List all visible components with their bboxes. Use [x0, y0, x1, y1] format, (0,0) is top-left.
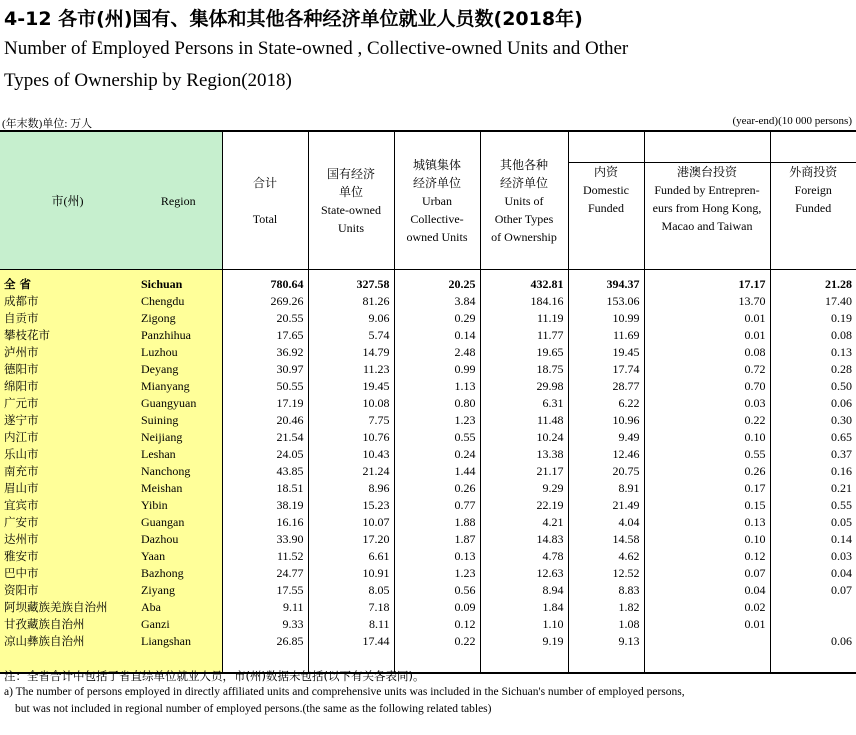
cell-city-cn: 内江市 [0, 429, 135, 446]
cell-collective: 0.29 [394, 310, 480, 327]
cell-other: 4.21 [480, 514, 568, 531]
unit-label-en: (year-end)(10 000 persons) [732, 115, 852, 127]
cell-other: 9.29 [480, 480, 568, 497]
cell-region: Guangan [135, 514, 222, 531]
cell-collective: 20.25 [394, 276, 480, 293]
footnote-cn: 注：全省合计中包括了省直综单位就业人员，市(州)数据未包括(以下有关各表同)。 [4, 669, 425, 683]
cell-city-cn: 德阳市 [0, 361, 135, 378]
cell-total: 24.05 [222, 446, 308, 463]
cell-city-cn: 成都市 [0, 293, 135, 310]
cell-foreign: 0.16 [770, 463, 856, 480]
cell-foreign: 0.37 [770, 446, 856, 463]
table-row [0, 293, 856, 310]
cell-foreign [770, 616, 856, 633]
cell-state: 327.58 [308, 276, 394, 293]
cell-domestic: 14.58 [568, 531, 644, 548]
table-title-en-line1: Number of Employed Persons in State-owned , Collective-owned Units and Other [4, 38, 629, 59]
header-other-types: 其他各种 经济单位 Units of Other Types of Ownership [480, 131, 568, 270]
cell-collective: 0.26 [394, 480, 480, 497]
cell-hkmt: 17.17 [644, 276, 770, 293]
cell-hkmt: 0.70 [644, 378, 770, 395]
cell-city-cn: 自贡市 [0, 310, 135, 327]
cell-domestic: 11.69 [568, 327, 644, 344]
cell-foreign [770, 599, 856, 616]
cell-other: 1.10 [480, 616, 568, 633]
cell-other: 18.75 [480, 361, 568, 378]
cell-foreign: 21.28 [770, 276, 856, 293]
cell-region: Neijiang [135, 429, 222, 446]
cell-collective: 1.23 [394, 565, 480, 582]
cell-hkmt: 0.01 [644, 616, 770, 633]
cell-state: 8.05 [308, 582, 394, 599]
cell-domestic: 20.75 [568, 463, 644, 480]
cell-total: 50.55 [222, 378, 308, 395]
cell-state: 17.20 [308, 531, 394, 548]
cell-total: 780.64 [222, 276, 308, 293]
cell-region: Mianyang [135, 378, 222, 395]
cell-state: 14.79 [308, 344, 394, 361]
cell-region: Yaan [135, 548, 222, 565]
cell-region: Dazhou [135, 531, 222, 548]
cell-city-cn: 巴中市 [0, 565, 135, 582]
cell-other: 432.81 [480, 276, 568, 293]
cell-total: 20.46 [222, 412, 308, 429]
cell-other: 11.48 [480, 412, 568, 429]
cell-region: Zigong [135, 310, 222, 327]
footnote-en-line2: but was not included in regional number of employed persons.(the same as the following related tables) [15, 703, 492, 715]
table-row [0, 616, 856, 633]
header-state-owned: 国有经济 单位 State-owned Units [308, 131, 394, 270]
cell-region: Luzhou [135, 344, 222, 361]
cell-total: 269.26 [222, 293, 308, 310]
cell-other: 184.16 [480, 293, 568, 310]
cell-state: 7.18 [308, 599, 394, 616]
cell-domestic: 21.49 [568, 497, 644, 514]
cell-state: 7.75 [308, 412, 394, 429]
cell-foreign: 0.07 [770, 582, 856, 599]
cell-total: 9.11 [222, 599, 308, 616]
cell-hkmt: 0.26 [644, 463, 770, 480]
cell-collective: 0.22 [394, 633, 480, 650]
cell-region: Bazhong [135, 565, 222, 582]
cell-total: 36.92 [222, 344, 308, 361]
cell-other: 8.94 [480, 582, 568, 599]
cell-state: 11.23 [308, 361, 394, 378]
cell-hkmt: 13.70 [644, 293, 770, 310]
cell-collective: 1.88 [394, 514, 480, 531]
cell-total: 17.65 [222, 327, 308, 344]
cell-domestic: 8.83 [568, 582, 644, 599]
cell-other: 29.98 [480, 378, 568, 395]
cell-total: 24.77 [222, 565, 308, 582]
header-domestic: 内资 Domestic Funded [568, 131, 644, 270]
table-body [0, 270, 856, 674]
cell-total: 9.33 [222, 616, 308, 633]
table-row [0, 480, 856, 497]
cell-city-cn: 南充市 [0, 463, 135, 480]
cell-city-cn: 阿坝藏族羌族自治州 [0, 599, 135, 616]
cell-domestic: 28.77 [568, 378, 644, 395]
cell-hkmt: 0.07 [644, 565, 770, 582]
cell-other: 21.17 [480, 463, 568, 480]
cell-city-cn: 遂宁市 [0, 412, 135, 429]
cell-collective: 0.56 [394, 582, 480, 599]
cell-city-cn: 泸州市 [0, 344, 135, 361]
cell-collective: 0.80 [394, 395, 480, 412]
cell-city-cn: 绵阳市 [0, 378, 135, 395]
unit-label-cn: (年末数)单位: 万人 [2, 118, 93, 130]
cell-region: Ziyang [135, 582, 222, 599]
cell-domestic: 10.99 [568, 310, 644, 327]
cell-city-cn: 攀枝花市 [0, 327, 135, 344]
cell-hkmt: 0.17 [644, 480, 770, 497]
cell-collective: 0.24 [394, 446, 480, 463]
table-row [0, 446, 856, 463]
cell-collective: 2.48 [394, 344, 480, 361]
cell-foreign: 0.30 [770, 412, 856, 429]
cell-hkmt: 0.72 [644, 361, 770, 378]
cell-hkmt: 0.02 [644, 599, 770, 616]
cell-other: 19.65 [480, 344, 568, 361]
cell-other: 13.38 [480, 446, 568, 463]
cell-domestic: 10.96 [568, 412, 644, 429]
cell-state: 10.76 [308, 429, 394, 446]
cell-state: 6.61 [308, 548, 394, 565]
table-title-en-line2: Types of Ownership by Region(2018) [4, 70, 292, 91]
table-row [0, 463, 856, 480]
table-row [0, 582, 856, 599]
table-row [0, 310, 856, 327]
cell-other: 11.19 [480, 310, 568, 327]
cell-domestic: 4.04 [568, 514, 644, 531]
cell-hkmt: 0.04 [644, 582, 770, 599]
cell-foreign: 0.13 [770, 344, 856, 361]
cell-domestic: 12.52 [568, 565, 644, 582]
cell-region: Deyang [135, 361, 222, 378]
cell-domestic: 153.06 [568, 293, 644, 310]
cell-city-cn: 眉山市 [0, 480, 135, 497]
cell-hkmt [644, 633, 770, 650]
cell-foreign: 0.19 [770, 310, 856, 327]
cell-total: 43.85 [222, 463, 308, 480]
cell-other: 4.78 [480, 548, 568, 565]
cell-region: Yibin [135, 497, 222, 514]
cell-total: 33.90 [222, 531, 308, 548]
table-row-province-total [0, 276, 856, 293]
cell-collective: 0.99 [394, 361, 480, 378]
cell-collective: 0.14 [394, 327, 480, 344]
cell-hkmt: 0.12 [644, 548, 770, 565]
table-row [0, 395, 856, 412]
cell-city-cn: 雅安市 [0, 548, 135, 565]
cell-domestic: 4.62 [568, 548, 644, 565]
cell-hkmt: 0.10 [644, 531, 770, 548]
cell-foreign: 0.55 [770, 497, 856, 514]
cell-city-cn: 达州市 [0, 531, 135, 548]
cell-total: 20.55 [222, 310, 308, 327]
cell-hkmt: 0.13 [644, 514, 770, 531]
cell-total: 17.19 [222, 395, 308, 412]
cell-state: 10.43 [308, 446, 394, 463]
cell-collective: 1.23 [394, 412, 480, 429]
cell-hkmt: 0.15 [644, 497, 770, 514]
footnote-en-line1: a) The number of persons employed in directly affiliated units and comprehensive units was included in the Sichuan's number of employed persons, [4, 686, 685, 698]
cell-foreign: 17.40 [770, 293, 856, 310]
cell-city-cn: 广安市 [0, 514, 135, 531]
cell-domestic: 1.82 [568, 599, 644, 616]
cell-collective: 0.09 [394, 599, 480, 616]
table-row [0, 429, 856, 446]
cell-other: 6.31 [480, 395, 568, 412]
cell-state: 19.45 [308, 378, 394, 395]
cell-hkmt: 0.55 [644, 446, 770, 463]
table-row [0, 497, 856, 514]
cell-total: 11.52 [222, 548, 308, 565]
cell-collective: 0.55 [394, 429, 480, 446]
cell-region: Panzhihua [135, 327, 222, 344]
cell-hkmt: 0.08 [644, 344, 770, 361]
cell-city-cn: 凉山彝族自治州 [0, 633, 135, 650]
cell-collective: 1.44 [394, 463, 480, 480]
cell-hkmt: 0.01 [644, 310, 770, 327]
data-table-container [0, 130, 856, 648]
cell-city-cn: 广元市 [0, 395, 135, 412]
cell-other: 10.24 [480, 429, 568, 446]
cell-state: 10.91 [308, 565, 394, 582]
table-row [0, 361, 856, 378]
header-foreign: 外商投资 Foreign Funded [770, 131, 856, 270]
table-title-cn: 4-12 各市(州)国有、集体和其他各种经济单位就业人员数(2018年) [4, 8, 583, 30]
cell-city-cn: 宜宾市 [0, 497, 135, 514]
cell-city-cn: 全 省 [0, 276, 135, 293]
cell-collective: 0.13 [394, 548, 480, 565]
cell-domestic: 19.45 [568, 344, 644, 361]
cell-other: 9.19 [480, 633, 568, 650]
cell-foreign: 0.65 [770, 429, 856, 446]
cell-collective: 1.87 [394, 531, 480, 548]
cell-other: 14.83 [480, 531, 568, 548]
employment-table [0, 130, 856, 674]
cell-state: 21.24 [308, 463, 394, 480]
cell-domestic: 9.49 [568, 429, 644, 446]
header-total: 合计 Total [222, 131, 308, 270]
cell-region: Suining [135, 412, 222, 429]
cell-other: 11.77 [480, 327, 568, 344]
table-row [0, 514, 856, 531]
cell-region: Chengdu [135, 293, 222, 310]
cell-hkmt: 0.01 [644, 327, 770, 344]
cell-state: 9.06 [308, 310, 394, 327]
table-row [0, 548, 856, 565]
cell-foreign: 0.04 [770, 565, 856, 582]
cell-state: 17.44 [308, 633, 394, 650]
header-hkmt: 港澳台投资 Funded by Entrepren- eurs from Hong Kong, Macao and Taiwan [644, 131, 770, 270]
cell-foreign: 0.50 [770, 378, 856, 395]
cell-total: 16.16 [222, 514, 308, 531]
table-row [0, 633, 856, 650]
table-row [0, 344, 856, 361]
cell-hkmt: 0.22 [644, 412, 770, 429]
table-row [0, 412, 856, 429]
cell-region: Guangyuan [135, 395, 222, 412]
cell-region: Ganzi [135, 616, 222, 633]
header-city-cn: 市(州) [0, 131, 135, 270]
cell-state: 8.11 [308, 616, 394, 633]
cell-total: 30.97 [222, 361, 308, 378]
cell-hkmt: 0.03 [644, 395, 770, 412]
cell-foreign: 0.08 [770, 327, 856, 344]
cell-region: Meishan [135, 480, 222, 497]
header-region: Region [135, 131, 222, 270]
table-row [0, 565, 856, 582]
cell-collective: 0.12 [394, 616, 480, 633]
cell-city-cn: 乐山市 [0, 446, 135, 463]
cell-domestic: 6.22 [568, 395, 644, 412]
cell-total: 26.85 [222, 633, 308, 650]
cell-city-cn: 资阳市 [0, 582, 135, 599]
cell-state: 81.26 [308, 293, 394, 310]
cell-region: Leshan [135, 446, 222, 463]
cell-foreign: 0.06 [770, 633, 856, 650]
table-row [0, 599, 856, 616]
table-row [0, 327, 856, 344]
table-row [0, 378, 856, 395]
table-row [0, 531, 856, 548]
cell-state: 5.74 [308, 327, 394, 344]
cell-foreign: 0.21 [770, 480, 856, 497]
header-collective: 城镇集体 经济单位 Urban Collective- owned Units [394, 131, 480, 270]
cell-domestic: 17.74 [568, 361, 644, 378]
cell-domestic: 394.37 [568, 276, 644, 293]
cell-collective: 3.84 [394, 293, 480, 310]
cell-region: Aba [135, 599, 222, 616]
cell-foreign: 0.05 [770, 514, 856, 531]
cell-other: 22.19 [480, 497, 568, 514]
cell-domestic: 12.46 [568, 446, 644, 463]
cell-region: Nanchong [135, 463, 222, 480]
cell-foreign: 0.06 [770, 395, 856, 412]
cell-foreign: 0.14 [770, 531, 856, 548]
cell-city-cn: 甘孜藏族自治州 [0, 616, 135, 633]
cell-total: 18.51 [222, 480, 308, 497]
cell-region: Sichuan [135, 276, 222, 293]
cell-region: Liangshan [135, 633, 222, 650]
cell-total: 38.19 [222, 497, 308, 514]
cell-collective: 1.13 [394, 378, 480, 395]
cell-foreign: 0.28 [770, 361, 856, 378]
cell-collective: 0.77 [394, 497, 480, 514]
cell-state: 15.23 [308, 497, 394, 514]
cell-state: 10.08 [308, 395, 394, 412]
cell-total: 17.55 [222, 582, 308, 599]
cell-domestic: 1.08 [568, 616, 644, 633]
cell-domestic: 8.91 [568, 480, 644, 497]
cell-foreign: 0.03 [770, 548, 856, 565]
cell-other: 1.84 [480, 599, 568, 616]
cell-domestic: 9.13 [568, 633, 644, 650]
cell-state: 10.07 [308, 514, 394, 531]
cell-total: 21.54 [222, 429, 308, 446]
cell-hkmt: 0.10 [644, 429, 770, 446]
cell-state: 8.96 [308, 480, 394, 497]
cell-other: 12.63 [480, 565, 568, 582]
